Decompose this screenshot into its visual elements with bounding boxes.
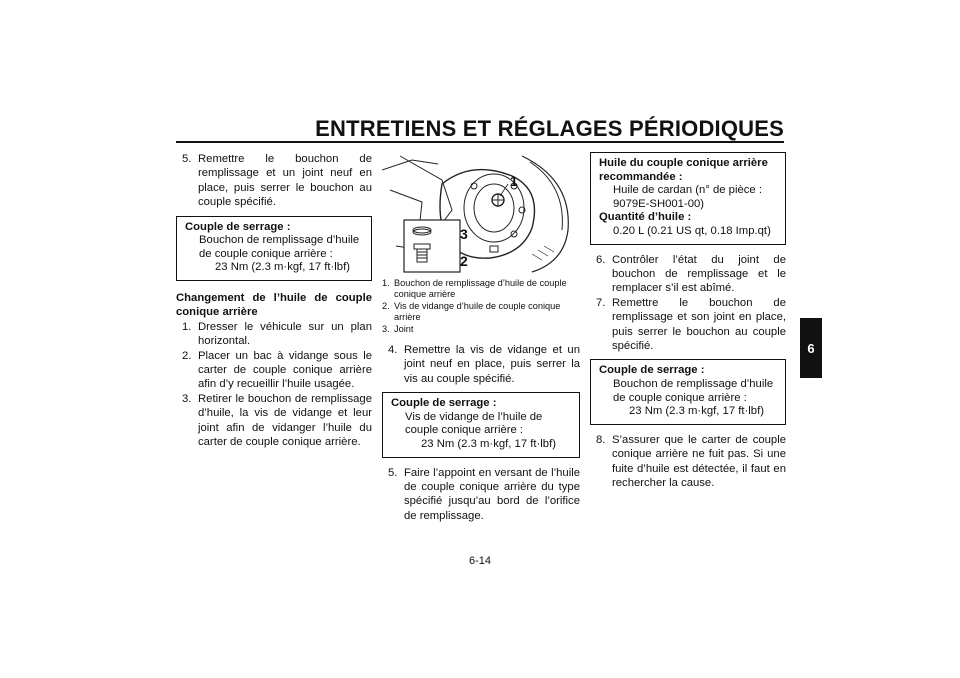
step-text: Contrôler l’état du joint de bouchon de remplissage et le remplacer s’il est abîmé. <box>612 253 786 295</box>
torque-box-value: 23 Nm (2.3 m·kgf, 17 ft·lbf) <box>215 261 350 274</box>
torque-box-item: Vis de vidange de l’huile de couple conique arrière : <box>405 410 543 437</box>
callout-2: 2 <box>460 253 468 269</box>
step-number: 1. <box>182 320 192 333</box>
torque-box-title: Couple de serrage : <box>185 220 291 233</box>
torque-box-title: Couple de serrage : <box>599 364 705 377</box>
step-8 <box>590 433 786 491</box>
section-heading: Changement de l’huile de couple conique arrière <box>176 292 372 319</box>
step-text: Placer un bac à vidange sous le carter de couple conique arrière afin d’y recueillir l’huile usagée. <box>198 349 372 391</box>
torque-box-value: 23 Nm (2.3 m·kgf, 17 ft·lbf) <box>629 405 764 418</box>
final-gear-drawing <box>382 150 578 274</box>
column-right <box>590 152 786 490</box>
torque-box-item: Bouchon de remplissage d’huile de couple conique arrière : <box>613 378 774 404</box>
torque-box-item: Bouchon de remplissage d’huile de couple conique arrière : <box>199 234 360 260</box>
caption-number: 3. <box>382 323 390 334</box>
step-6 <box>590 253 786 296</box>
step-text: Remettre la vis de vidange et un joint neuf en place, puis serrer la vis au couple spécifié. <box>404 344 580 385</box>
step-text: Dresser le véhicule sur un plan horizontal. <box>198 320 372 348</box>
page-header-title: ENTRETIENS ET RÉGLAGES PÉRIODIQUES <box>315 116 784 141</box>
caption-text: Joint <box>394 323 414 334</box>
torque-box-title: Couple de serrage : <box>391 397 497 410</box>
oil-type: Huile de cardan (n° de pièce : <box>613 184 762 197</box>
step-number: 5. <box>388 466 398 479</box>
step-number: 8. <box>596 433 606 446</box>
step-text: S’assurer que le carter de couple conique arrière ne fuit pas. Si une fuite d’huile est détectée, il faut en rechercher la cause. <box>612 433 786 489</box>
oil-part-number: 9079E-SH001-00) <box>613 197 705 210</box>
step-5-left <box>176 152 372 210</box>
step-4 <box>382 343 580 386</box>
step-number: 3. <box>182 392 192 405</box>
oil-box-title: Huile du couple conique arrière recommandée : <box>599 157 768 183</box>
caption-text: Bouchon de remplissage d’huile de couple conique arrière <box>394 278 567 300</box>
step-3 <box>176 392 372 450</box>
step-number: 2. <box>182 349 192 362</box>
page-number: 6-14 <box>468 555 492 567</box>
step-text: Remettre le bouchon de remplissage et un joint neuf en place, puis serrer le bouchon au couple spécifié. <box>198 153 372 209</box>
figure-captions <box>382 278 580 335</box>
step-number: 6. <box>596 253 606 266</box>
column-left <box>176 152 372 449</box>
header-rule <box>176 141 784 143</box>
caption-item <box>382 301 580 324</box>
torque-box-value: 23 Nm (2.3 m·kgf, 17 ft·lbf) <box>421 438 556 451</box>
torque-spec-box <box>176 216 372 281</box>
callout-1: 1 <box>510 173 518 189</box>
torque-spec-box <box>590 359 786 424</box>
oil-spec-box <box>590 152 786 245</box>
chapter-tab[interactable]: 6 <box>800 318 822 378</box>
oil-quantity-value: 0.20 L (0.21 US qt, 0.18 Imp.qt) <box>613 224 771 237</box>
column-middle <box>382 152 580 523</box>
step-number: 4. <box>388 344 398 357</box>
step-1 <box>176 320 372 349</box>
caption-item <box>382 324 580 335</box>
step-number: 7. <box>596 296 606 309</box>
caption-number: 1. <box>382 278 390 288</box>
caption-text: Vis de vidange d’huile de couple conique arrière <box>394 300 561 323</box>
torque-spec-box <box>382 392 580 457</box>
callout-3: 3 <box>460 226 468 242</box>
step-text: Faire l’appoint en versant de l’huile de couple conique arrière du type spécifié jusqu’au bord de l’orifice de remplissage. <box>404 466 580 522</box>
final-gear-illustration <box>382 150 578 274</box>
caption-item <box>382 278 580 301</box>
oil-quantity-title: Quantité d’huile : <box>599 211 692 224</box>
step-text: Remettre le bouchon de remplissage et son joint en place, puis serrer le bouchon au couple spécifié. <box>612 296 786 352</box>
step-text: Retirer le bouchon de remplissage d’huile, la vis de vidange et leur joint afin de vidanger l’huile du carter de couple conique arrière. <box>198 392 372 449</box>
caption-number: 2. <box>382 300 390 311</box>
step-number: 5. <box>182 153 192 165</box>
step-2 <box>176 349 372 392</box>
step-7 <box>590 296 786 354</box>
step-5-middle <box>382 466 580 524</box>
